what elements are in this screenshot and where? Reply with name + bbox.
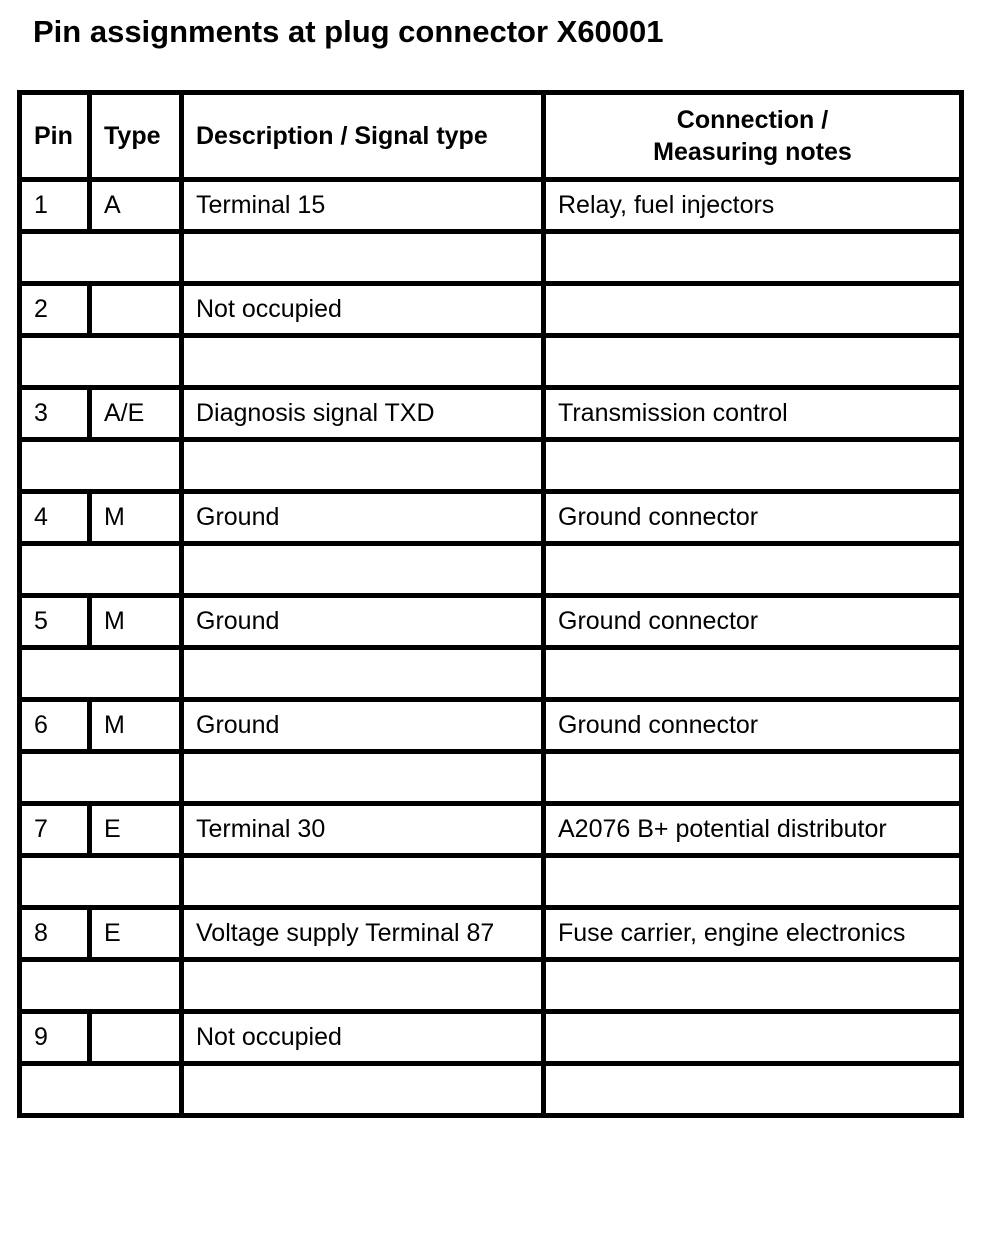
pin-cell: 5 [20, 596, 90, 648]
type-cell [90, 1012, 182, 1064]
spacer-cell [182, 856, 544, 908]
type-cell: M [90, 700, 182, 752]
type-cell: M [90, 596, 182, 648]
spacer-cell [544, 1064, 962, 1116]
connection-cell [544, 1012, 962, 1064]
spacer-cell [20, 752, 182, 804]
connection-cell: Ground connector [544, 596, 962, 648]
header-type: Type [90, 93, 182, 180]
spacer-row [20, 232, 962, 284]
spacer-row [20, 752, 962, 804]
pin-cell: 2 [20, 284, 90, 336]
type-cell: A/E [90, 388, 182, 440]
description-cell: Ground [182, 492, 544, 544]
connection-cell [544, 284, 962, 336]
spacer-cell [20, 336, 182, 388]
connection-cell: Transmission control [544, 388, 962, 440]
table-row [20, 700, 962, 752]
description-cell: Voltage supply Terminal 87 [182, 908, 544, 960]
pin-cell: 6 [20, 700, 90, 752]
description-cell: Terminal 30 [182, 804, 544, 856]
spacer-cell [20, 960, 182, 1012]
spacer-cell [20, 856, 182, 908]
connection-cell: A2076 B+ potential distributor [544, 804, 962, 856]
spacer-cell [544, 752, 962, 804]
type-cell: A [90, 180, 182, 232]
pin-assignment-table [17, 90, 964, 1118]
description-cell: Terminal 15 [182, 180, 544, 232]
spacer-cell [182, 336, 544, 388]
spacer-row [20, 440, 962, 492]
pin-cell: 1 [20, 180, 90, 232]
page-title: Pin assignments at plug connector X60001 [33, 14, 664, 49]
table-row [20, 180, 962, 232]
type-cell: E [90, 908, 182, 960]
spacer-cell [20, 1064, 182, 1116]
header-connection [544, 93, 962, 180]
spacer-row [20, 544, 962, 596]
spacer-cell [182, 960, 544, 1012]
type-cell: E [90, 804, 182, 856]
connection-cell: Fuse carrier, engine electronics [544, 908, 962, 960]
spacer-row [20, 856, 962, 908]
spacer-cell [544, 232, 962, 284]
spacer-cell [544, 336, 962, 388]
pin-cell: 4 [20, 492, 90, 544]
type-cell: M [90, 492, 182, 544]
table-row [20, 284, 962, 336]
spacer-cell [20, 544, 182, 596]
header-connection-line2: Measuring notes [653, 138, 852, 166]
spacer-cell [182, 544, 544, 596]
spacer-cell [182, 648, 544, 700]
table-row [20, 492, 962, 544]
header-description: Description / Signal type [182, 93, 544, 180]
spacer-cell [544, 648, 962, 700]
table-row [20, 908, 962, 960]
connection-cell: Relay, fuel injectors [544, 180, 962, 232]
table-row [20, 804, 962, 856]
spacer-cell [20, 232, 182, 284]
description-cell: Diagnosis signal TXD [182, 388, 544, 440]
header-row [20, 93, 962, 180]
header-connection-line1: Connection / [676, 106, 829, 134]
spacer-row [20, 336, 962, 388]
description-cell: Not occupied [182, 284, 544, 336]
spacer-row [20, 648, 962, 700]
connection-cell: Ground connector [544, 700, 962, 752]
spacer-cell [182, 232, 544, 284]
spacer-cell [544, 544, 962, 596]
spacer-cell [20, 648, 182, 700]
spacer-cell [20, 440, 182, 492]
spacer-cell [182, 752, 544, 804]
type-cell [90, 284, 182, 336]
table-row [20, 1012, 962, 1064]
description-cell: Ground [182, 596, 544, 648]
description-cell: Ground [182, 700, 544, 752]
spacer-cell [544, 856, 962, 908]
pin-cell: 7 [20, 804, 90, 856]
spacer-cell [544, 440, 962, 492]
header-pin: Pin [20, 93, 90, 180]
spacer-row [20, 1064, 962, 1116]
pin-cell: 8 [20, 908, 90, 960]
connection-cell: Ground connector [544, 492, 962, 544]
spacer-cell [182, 1064, 544, 1116]
table-row [20, 596, 962, 648]
table-row [20, 388, 962, 440]
spacer-cell [182, 440, 544, 492]
pin-cell: 9 [20, 1012, 90, 1064]
description-cell: Not occupied [182, 1012, 544, 1064]
pin-cell: 3 [20, 388, 90, 440]
spacer-cell [544, 960, 962, 1012]
spacer-row [20, 960, 962, 1012]
